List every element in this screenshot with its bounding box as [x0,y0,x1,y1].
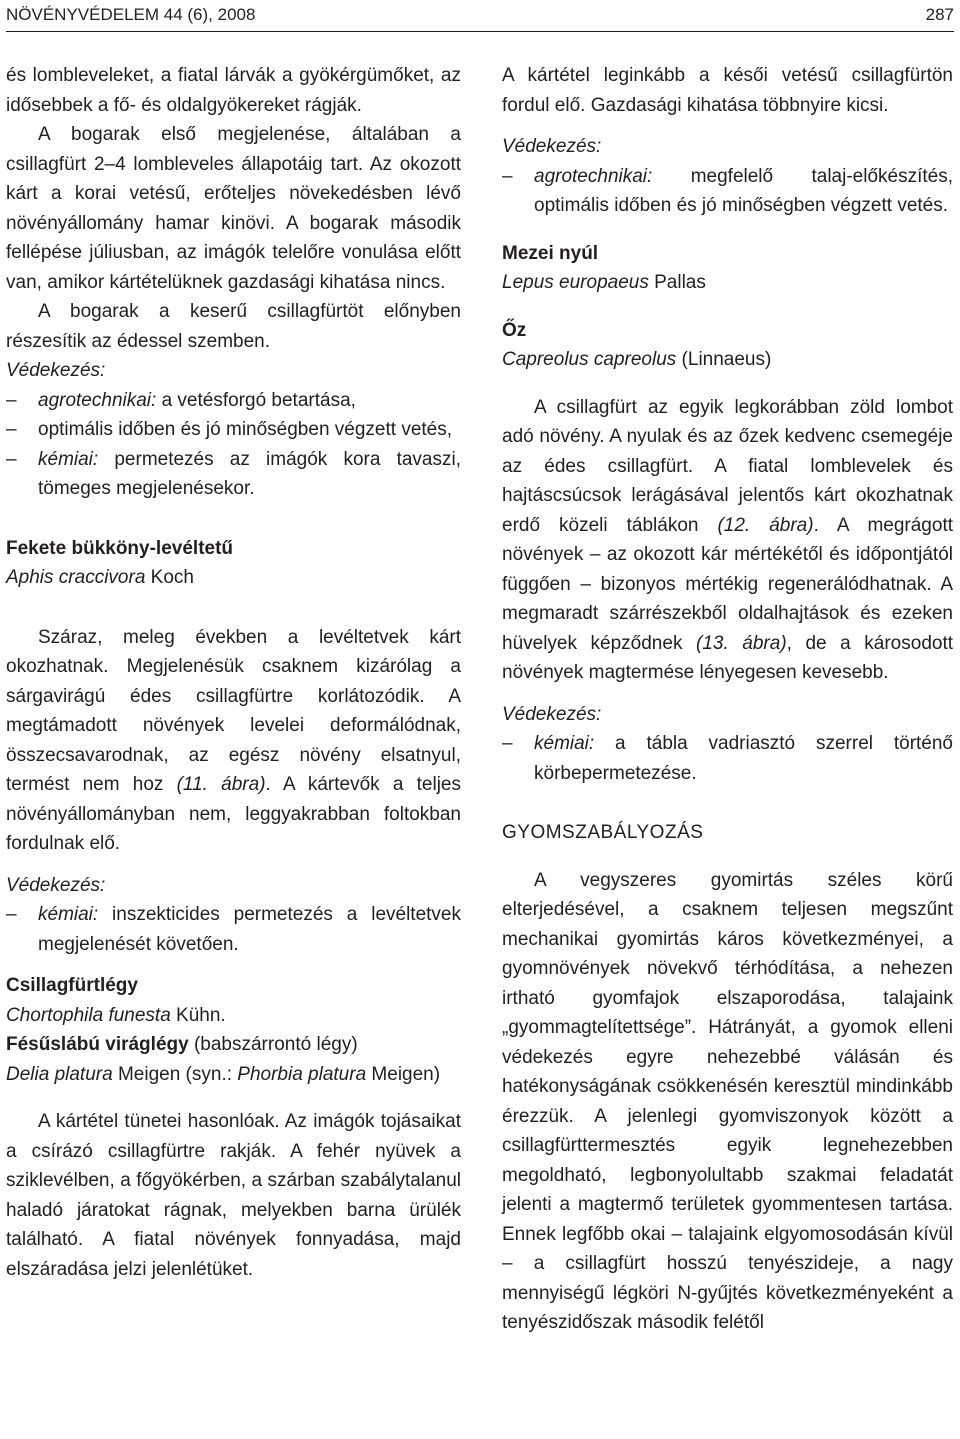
species-name: Mezei nyúl [502,242,599,264]
section-heading: GYOMSZABÁLYOZÁS [502,822,704,843]
species-latin: Chortophila funesta Kühn. [6,1004,226,1026]
list-item: – kémiai: permetezés az imágók kora tavaszi, tömeges megjelenésekor. [6,445,461,504]
figure-reference: (13. ábra) [696,632,787,654]
paragraph: A bogarak a keserű csillagfürtöt előnyben részesítik az édessel szemben. [6,301,461,352]
paragraph: A csillagfürt az egyik legkorábban zöld lombot adó növény. A nyulak és az őzek kedvenc csemegéje az édes csillagfürt. A fiatal lomblevelek és hajtáscsúcsok lerágásával jelentős kárt okozhatnak erdő közeli táblákon (12. ábra). A megrágott növények – az okozott kár mértékétől és időpontjától függően – bizonyos mértékig regenerálódhatnak. A megmaradt szárrészekből oldalhajtások és ezeken hüvelyek képződnek (13. ábra), de a károsodott növények magtermése lényegesen kevesebb. [502,396,954,683]
figure-reference: (12. ábra) [717,514,814,536]
control-heading: Védekezés: [502,136,602,157]
species-name: Csillagfürtlégy [6,975,138,996]
control-list [502,162,953,221]
species-name: Fekete bükköny-levéltetű [6,537,234,559]
species-name: Fésűslábú viráglégy (babszárrontó légy) [6,1034,358,1055]
control-list [6,900,461,959]
control-heading: Védekezés: [6,360,106,381]
figure-reference: (11. ábra) [176,774,266,795]
control-list [6,386,461,504]
list-item: – agrotechnikai: megfelelő talaj-előkészítés, optimális időben és jó minőségben végzett vetés. [502,162,953,221]
list-item: – kémiai: a tábla vadriasztó szerrel történő körbepermetezése. [502,729,953,788]
species-latin: Lepus europaeus Pallas [502,272,706,293]
paragraph: A vegyszeres gyomirtás széles körű elterjedésével, a csaknem teljesen megszűnt mechanikai gyomirtás káros következményei, a gyomnövények növekvő térhódítása, a nehezen irtható gyomfajok elszaporodása, talajaink „gyommagtelítettsége”. Hátrányát, a gyomok elleni védekezés egyre nehezebbé válásán és hatékonyságának csökkenésén keresztül mindinkább érezzük. A jelenlegi gyomviszonyok között a csillagfürttermesztés egyik legnehezebben megoldható, legbonyolultabb szakmai feladatát jelenti a magtermő területek gyommentesen tartása. Ennek legfőbb okai – talajaink elgyomosodásán kívül – a csillagfürt hosszú tenyészideje, a nagy mennyiségű légköri N-gyűjtés következményeként a tenyészidőszak második felétől [502,869,953,1333]
control-list [502,729,953,788]
control-heading: Védekezés: [6,874,106,896]
page-number: 287 [925,5,954,24]
list-item: – kémiai: inszekticides permetezés a levéltetvek megjelenését követően. [6,900,461,959]
right-column [502,61,953,1338]
species-latin: Aphis craccivora Koch [6,567,194,588]
paragraph: és lombleveleket, a fiatal lárvák a gyökérgümőket, az idősebbek a fő- és oldalgyökereket rágják. [6,65,461,116]
paragraph: A bogarak első megjelenése, általában a csillagfürt 2–4 lombleveles állapotáig tart. Az okozott kárt a korai vetésű, erőteljes növekedésben lévő növényállomány hamar kinövi. A bogarak második fellépése júliusban, az imágók telelőre vonulása előtt van, amikor kártételüknek gazdasági kihatása nincs. [6,124,461,293]
paragraph: A kártétel tünetei hasonlóak. Az imágók tojásaikat a csírázó csillagfürtre rakják. A fehér nyüvek a sziklevélben, a főgyökérben, a szárban szabálytalanul haladó járatokat rágnak, melyekben barna ürülék található. A fiatal növények fonnyadása, majd elszáradása jelzi jelenlétüket. [6,1111,461,1280]
control-heading: Védekezés: [502,703,602,725]
journal-title: NÖVÉNYVÉDELEM 44 (6), 2008 [6,5,256,24]
list-item: – optimális időben és jó minőségben végzett vetés, [6,415,461,445]
running-header [6,4,954,30]
header-rule [6,31,954,32]
species-latin: Delia platura Meigen (syn.: Phorbia platura Meigen) [6,1063,441,1085]
paragraph: Száraz, meleg években a levéltetvek kárt okozhatnak. Megjelenésük csaknem kizárólag a sárgavirágú édes csillagfürtre korlátozódik. A megtámadott növények levelei deformálódnak, összecsavarodnak, az egész növény elsatnyul, termést nem hoz (11. ábra). A kártevők a teljes növényállományban nem, leggyakrabban foltokban fordulnak elő. [6,626,462,854]
species-name: Őz [502,319,527,341]
species-latin: Capreolus capreolus (Linnaeus) [502,349,772,370]
left-column [6,61,461,1284]
list-item: – agrotechnikai: a vetésforgó betartása, [6,386,461,416]
paragraph: A kártétel leginkább a késői vetésű csillagfürtön fordul elő. Gazdasági kihatása többnyire kicsi. [502,65,953,116]
